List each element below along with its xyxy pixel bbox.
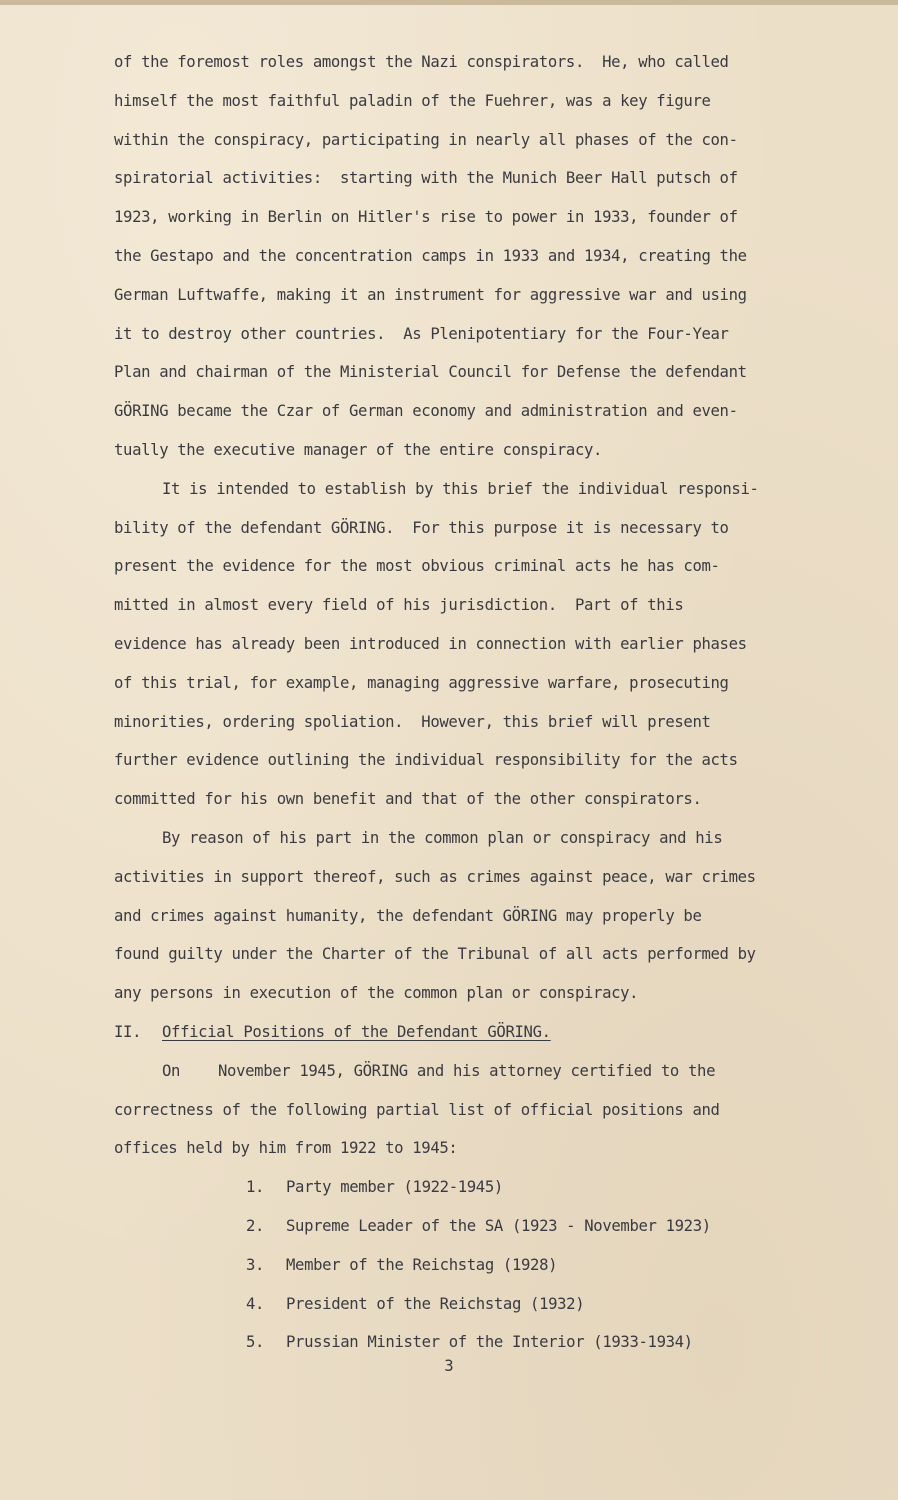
text-line: within the conspiracy, participating in nearly all phases of the con- — [114, 130, 738, 149]
page-top-edge — [0, 0, 898, 5]
section-number: II. — [114, 1022, 142, 1041]
list-item — [114, 1290, 804, 1329]
text-line: It is intended to establish by this brief the individual responsi- — [162, 479, 759, 498]
text-line: present the evidence for the most obvious criminal acts he has com- — [114, 557, 720, 576]
list-item-number: 5. — [246, 1333, 265, 1352]
text-line: minorities, ordering spoliation. However, this brief will present — [114, 712, 711, 731]
text-line: Plan and chairman of the Ministerial Council for Defense the defendant — [114, 363, 747, 382]
list-item — [114, 1251, 804, 1290]
text-line: of the foremost roles amongst the Nazi conspirators. He, who called — [114, 53, 729, 71]
list-item-text: President of the Reichstag (1932) — [286, 1294, 585, 1313]
list-item-text: Party member (1922-1945) — [286, 1178, 503, 1197]
list-item-number: 2. — [246, 1216, 265, 1235]
text-line: himself the most faithful paladin of the Fuehrer, was a key figure — [114, 91, 711, 110]
text-line-rest: November 1945, GÖRING and his attorney certified to the — [218, 1061, 716, 1080]
list-item-text: Prussian Minister of the Interior (1933-1934) — [286, 1333, 693, 1352]
list-item-number: 1. — [246, 1178, 265, 1197]
text-line: committed for his own benefit and that of the other conspirators. — [114, 790, 702, 809]
text-line: further evidence outlining the individual responsibility for the acts — [114, 751, 738, 770]
list-item-number: 3. — [246, 1255, 265, 1274]
text-line: and crimes against humanity, the defendant GÖRING may properly be — [114, 906, 702, 925]
text-line: By reason of his part in the common plan or conspiracy and his — [162, 828, 723, 847]
page-number: 3 — [444, 1357, 454, 1375]
text-line: GÖRING became the Czar of German economy and administration and even- — [114, 402, 738, 421]
text-line: found guilty under the Charter of the Tribunal of all acts performed by — [114, 945, 756, 964]
text-line: mitted in almost every field of his jurisdiction. Part of this — [114, 596, 684, 615]
text-line: correctness of the following partial list of official positions and — [114, 1100, 720, 1119]
text-line: evidence has already been introduced in connection with earlier phases — [114, 634, 747, 653]
paragraph-1 — [114, 48, 804, 475]
text-line: of this trial, for example, managing aggressive warfare, prosecuting — [114, 673, 729, 692]
text-line: the Gestapo and the concentration camps in 1933 and 1934, creating the — [114, 246, 747, 265]
paragraph-first-word: On — [162, 1061, 181, 1080]
list-item-text: Member of the Reichstag (1928) — [286, 1255, 558, 1274]
paragraph-3 — [114, 824, 804, 1018]
text-line: bility of the defendant GÖRING. For this purpose it is necessary to — [114, 518, 729, 537]
list-item-number: 4. — [246, 1294, 265, 1313]
text-line: it to destroy other countries. As Plenipotentiary for the Four-Year — [114, 324, 729, 343]
paragraph-2 — [114, 475, 804, 824]
text-line: offices held by him from 1922 to 1945: — [114, 1139, 458, 1158]
text-line: activities in support thereof, such as crimes against peace, war crimes — [114, 867, 756, 886]
text-line — [114, 1057, 804, 1096]
positions-list — [114, 1173, 804, 1367]
text-line: any persons in execution of the common plan or conspiracy. — [114, 984, 639, 1003]
document-body — [114, 48, 804, 1367]
section-heading — [114, 1018, 804, 1057]
list-item — [114, 1173, 804, 1212]
list-item-text: Supreme Leader of the SA (1923 - November 1923) — [286, 1216, 711, 1235]
paragraph-4 — [114, 1057, 804, 1173]
text-line: German Luftwaffe, making it an instrument for aggressive war and using — [114, 285, 747, 304]
text-line: spiratorial activities: starting with the Munich Beer Hall putsch of — [114, 169, 738, 188]
list-item — [114, 1212, 804, 1251]
section-title: Official Positions of the Defendant GÖRING. — [162, 1022, 551, 1041]
text-line: 1923, working in Berlin on Hitler's rise to power in 1933, founder of — [114, 208, 738, 227]
text-line: tually the executive manager of the entire conspiracy. — [114, 440, 603, 459]
